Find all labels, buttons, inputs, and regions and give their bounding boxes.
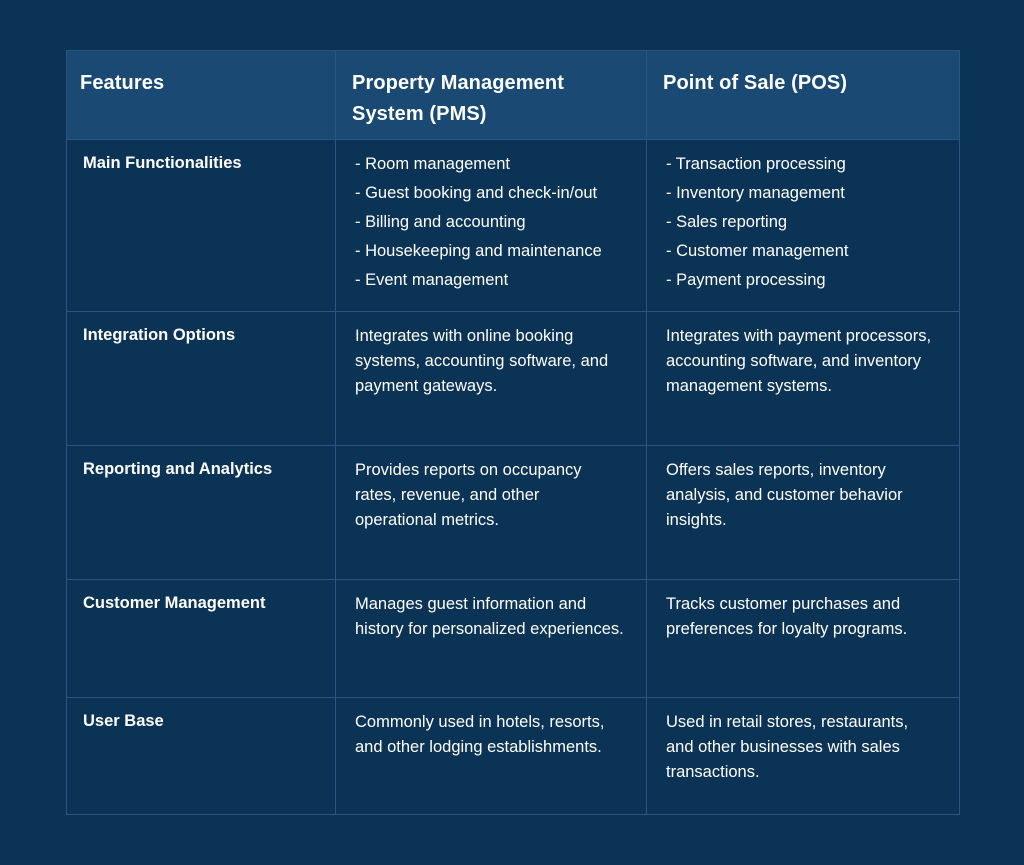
feature-cell: Integration Options (67, 312, 336, 446)
list-item: - Event management (355, 271, 509, 289)
table-body (67, 140, 960, 815)
list-item: - Room management (355, 155, 510, 173)
pms-functionality-list (355, 150, 624, 295)
table-header (67, 51, 960, 140)
feature-cell: Main Functionalities (67, 140, 336, 312)
list-item: - Billing and accounting (355, 213, 526, 231)
list-item: - Transaction processing (666, 155, 846, 173)
list-item: - Inventory management (666, 184, 845, 202)
pms-cell: Manages guest information and history for personalized experiences. (336, 580, 647, 698)
table-row (67, 446, 960, 580)
header-row (67, 51, 960, 140)
pms-cell: Provides reports on occupancy rates, revenue, and other operational metrics. (336, 446, 647, 580)
header-pos: Point of Sale (POS) (647, 51, 960, 140)
table-row (67, 140, 960, 312)
list-item: - Guest booking and check-in/out (355, 184, 598, 202)
pos-cell: Used in retail stores, restaurants, and other businesses with sales transactions. (647, 698, 960, 815)
feature-cell: Customer Management (67, 580, 336, 698)
table-row (67, 312, 960, 446)
list-item: - Payment processing (666, 271, 826, 289)
feature-cell: Reporting and Analytics (67, 446, 336, 580)
pos-cell: Offers sales reports, inventory analysis, and customer behavior insights. (647, 446, 960, 580)
feature-cell: User Base (67, 698, 336, 815)
header-features: Features (67, 51, 336, 140)
list-item: - Customer management (666, 242, 849, 260)
pos-cell: Tracks customer purchases and preferences for loyalty programs. (647, 580, 960, 698)
table-row (67, 580, 960, 698)
pms-cell: Commonly used in hotels, resorts, and other lodging establishments. (336, 698, 647, 815)
pos-functionality-list (666, 150, 937, 295)
table-row (67, 698, 960, 815)
pms-cell (336, 140, 647, 312)
pos-cell: Integrates with payment processors, accounting software, and inventory management systems. (647, 312, 960, 446)
list-item: - Sales reporting (666, 213, 788, 231)
header-pms: Property Management System (PMS) (336, 51, 647, 140)
pos-cell (647, 140, 960, 312)
comparison-table (66, 50, 960, 815)
pms-cell: Integrates with online booking systems, accounting software, and payment gateways. (336, 312, 647, 446)
list-item: - Housekeeping and maintenance (355, 242, 602, 260)
